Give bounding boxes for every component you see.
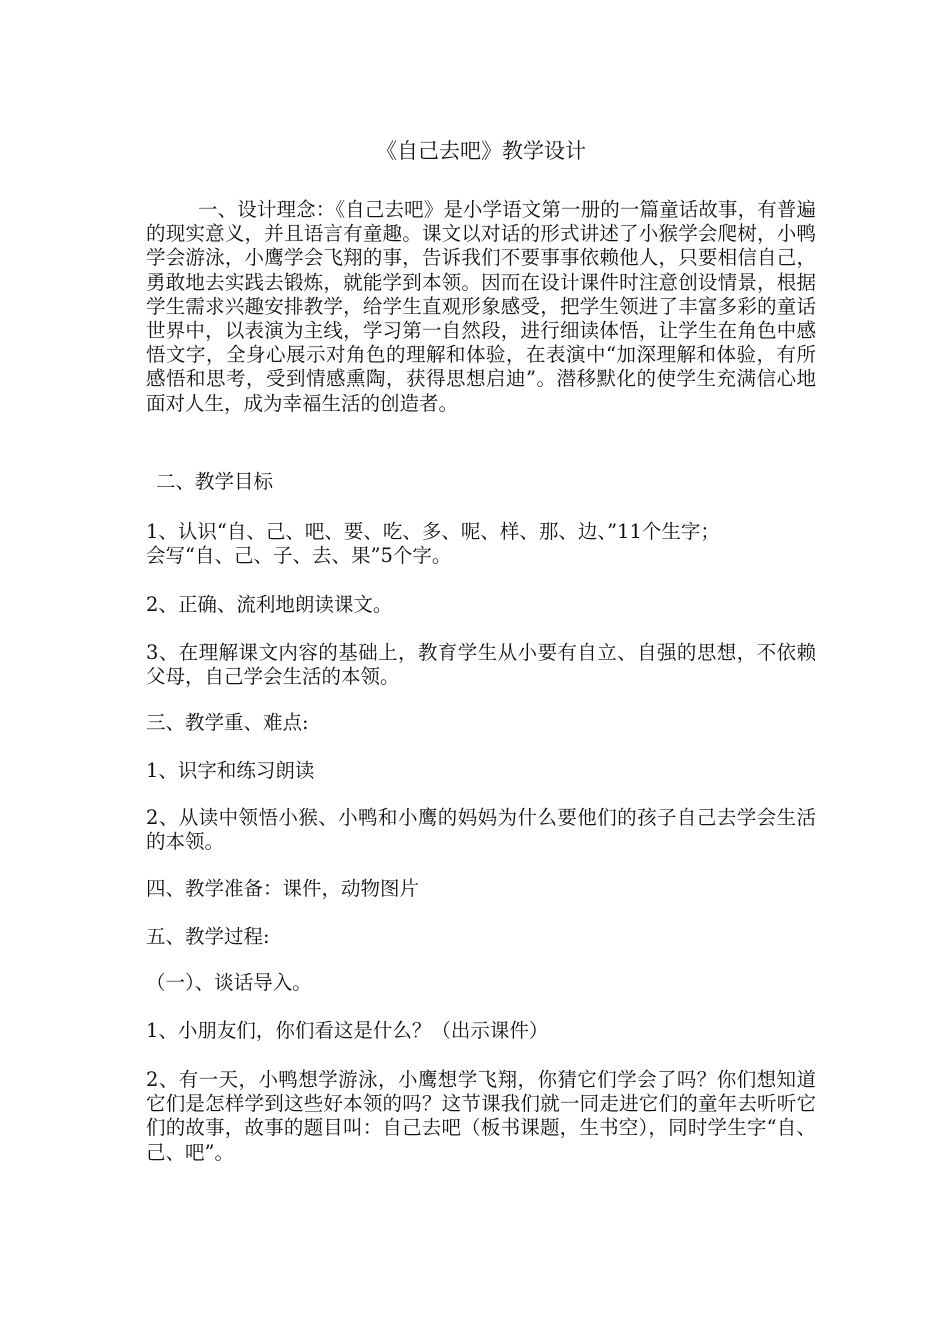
goal-2: 2、正确、流利地朗读课文。 xyxy=(146,593,393,616)
key-point-2: 2、从读中领悟小猴、小鸭和小鹰的妈妈为什么要他们的孩子自己去学会生活的本领。 xyxy=(146,806,816,854)
key-points-heading: 三、教学重、难点: xyxy=(146,711,309,734)
step-1-item-1: 1、小朋友们，你们看这是什么？（出示课件） xyxy=(146,1019,549,1042)
goals-heading: 二、教学目标 xyxy=(156,470,274,493)
goal-1-line-2: 会写“自、己、子、去、果”5个字。 xyxy=(146,544,452,568)
key-point-1: 1、识字和练习朗读 xyxy=(146,759,315,782)
document-title: 《自己去吧》教学设计 xyxy=(376,139,586,163)
step-1-heading: （一）、谈话导入。 xyxy=(146,971,312,994)
step-1-item-2: 2、有一天，小鸭想学游泳，小鹰想学飞翔，你猜它们学会了吗？你们想知道它们是怎样学到这些好本领的吗？这节课我们就一同走进它们的童年去听听它们的故事，故事的题目叫：自己去吧（板书课题，生书空），同时学生字“自、己、吧”。 xyxy=(146,1068,816,1164)
goal-3: 3、在理解课文内容的基础上，教育学生从小要有自立、自强的思想，不依赖父母，自己学会生活的本领。 xyxy=(146,641,816,689)
preparation-heading: 四、教学准备：课件，动物图片 xyxy=(146,877,420,900)
goal-1 xyxy=(146,520,816,568)
process-heading: 五、教学过程: xyxy=(146,925,270,948)
goal-1-line-1: 1、认识“自、己、吧、要、吃、多、呢、样、那、边、”11个生字； xyxy=(146,520,720,543)
design-concept-paragraph: 一、设计理念：《自己去吧》是小学语文第一册的一篇童话故事，有普遍的现实意义，并且语言有童趣。课文以对话的形式讲述了小猴学会爬树，小鸭学会游泳，小鹰学会飞翔的事，告诉我们不要事事依赖他人，只要相信自己，勇敢地去实践去锻炼，就能学到本领。因而在设计课件时注意创设情景，根据学生需求兴趣安排教学，给学生直观形象感受，把学生领进了丰富多彩的童话世界中，以表演为主线，学习第一自然段，进行细读体悟，让学生在角色中感悟文字，全身心展示对角色的理解和体验，在表演中“加深理解和体验，有所感悟和思考，受到情感熏陶，获得思想启迪”。潜移默化的使学生充满信心地面对人生，成为幸福生活的创造者。 xyxy=(146,198,816,415)
